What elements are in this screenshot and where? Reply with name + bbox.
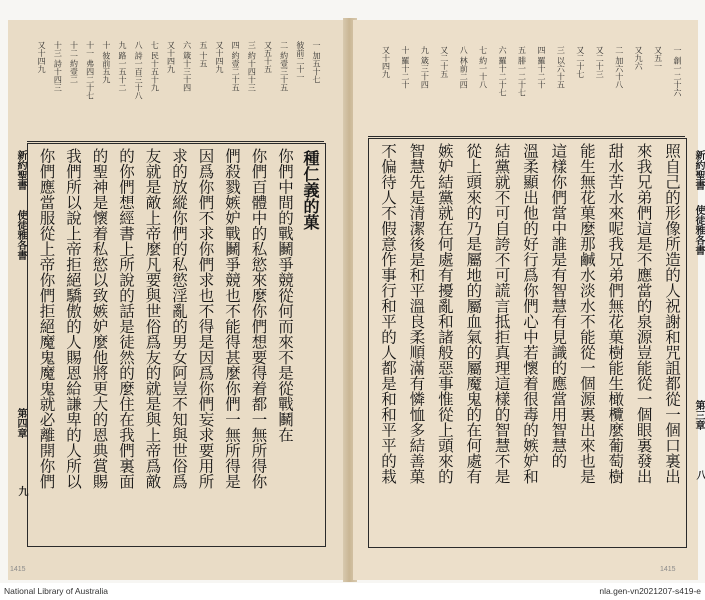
cross-reference: 二 約壹三十五	[279, 41, 289, 92]
right-chapter-label: 第三章	[693, 400, 704, 430]
footer-identifier: nla.gen-vn2021207-s419-e	[599, 586, 701, 596]
text-column: 嫉妒結黨就在何處有擾亂和諸般惡事惟從上頭來的	[435, 143, 454, 484]
text-column: 友就是敵上帝麼凡要與世俗爲友的就是與上帝爲敵	[143, 148, 162, 489]
text-column: 來我兄弟們這是不應當的泉源豈能從一個眼裏發出	[634, 143, 653, 484]
right-running-title: 新約聖書	[693, 150, 704, 190]
text-column: 你們中間的戰鬭爭競從何而來不是從戰鬭在	[276, 148, 294, 443]
cross-reference: 九 箴三十四	[420, 46, 430, 89]
text-column: 你們百體中的私慾來麼你們想要得着都一無所得你	[249, 148, 268, 489]
text-column: 甜水苦水來呢我兄弟們無花菓樹能生橄欖麼葡萄樹	[606, 143, 625, 484]
cross-reference: 一 加五十七	[312, 41, 321, 84]
cross-reference: 四 羅十二十	[536, 46, 546, 89]
cross-reference: 又十四九	[166, 41, 176, 73]
text-column: 因爲你們不求你們求也不得是因爲你們妄求要用所	[196, 148, 215, 489]
left-text-frame	[27, 143, 326, 547]
cross-reference: 十三 詩十四三	[53, 41, 63, 92]
left-folio-stamp: 1415	[10, 566, 26, 573]
left-chapter-label: 第四章	[15, 408, 26, 438]
cross-reference: 五 腓一二十七	[517, 46, 527, 97]
cross-reference: 四 約壹二十五	[231, 41, 241, 92]
text-column: 溫柔顯出他的好行爲你們心中若懷着很毒的嫉妒和	[521, 143, 539, 484]
left-running-title: 新約聖書	[15, 150, 26, 190]
text-column: 照自己的形像所造的人祝謝和咒詛都從一個口裏出	[663, 143, 681, 484]
cross-reference: 又九六	[634, 46, 644, 70]
right-text-frame	[368, 138, 687, 548]
cross-reference: 又二十七	[575, 46, 585, 78]
cross-reference: 九 路一五十二	[118, 41, 127, 92]
cross-reference: 八 詩一百三十八	[134, 41, 144, 100]
cross-reference: 又五十五	[263, 41, 273, 73]
cross-reference: 十二 約壹二	[69, 41, 79, 84]
text-column: 求的放縱你們的私慾淫亂的男女阿豈不知與世俗爲	[170, 148, 188, 489]
section-heading: 種仁義的菓	[301, 150, 320, 230]
cross-reference: 五 十五	[198, 41, 208, 68]
cross-reference: 又十四九	[37, 41, 47, 73]
text-column: 的聖神是懷着私慾以致嫉妒麼他將更大的恩典賞賜	[90, 148, 109, 489]
left-page-number: 九	[16, 486, 27, 496]
text-column: 這樣你們當中誰是有智慧有見識的應當用智慧的	[549, 143, 568, 469]
cross-reference: 又二十五	[439, 46, 449, 78]
text-column: 能生無花菓麼那鹹水淡水不能從一個源裏出來也是	[577, 143, 596, 484]
cross-reference: 十一 弗四二十七	[85, 41, 95, 100]
cross-reference: 六 箴十三十四	[182, 41, 192, 92]
cross-reference: 又十四九	[381, 46, 391, 78]
right-folio-stamp: 1415	[660, 566, 676, 573]
text-column: 從上頭來的乃是屬地的屬血氣的屬魔鬼的在何處有	[464, 143, 483, 484]
text-column: 們殺戮嫉妒戰鬭爭競也不能得甚麼你們一無所得是	[223, 148, 241, 489]
left-book-title: 使徒雅各書	[15, 210, 26, 260]
cross-reference: 又五一	[653, 46, 663, 70]
cross-reference: 又二十三	[595, 46, 605, 78]
cross-reference: 十 羅十二十	[400, 46, 410, 89]
cross-reference: 八 林前二四	[459, 46, 469, 89]
right-book-title: 使徒雅各書	[693, 205, 704, 255]
text-column: 不偏待人不假意作事行和平的人都是和和平平的栽	[379, 143, 397, 484]
cross-reference: 一 創一二十六	[673, 46, 682, 97]
cross-reference: 三 以六十五	[556, 46, 566, 89]
right-cross-references	[368, 40, 685, 137]
cross-reference: 三 約十四十三	[247, 41, 257, 92]
footer-library-name: National Library of Australia	[4, 586, 108, 596]
cross-reference: 彼前二十一	[295, 41, 305, 81]
cross-reference: 六 羅十二十七	[498, 46, 508, 97]
text-column: 你們應當服從上帝你們拒絕魔鬼魔鬼就必離開你們	[37, 148, 56, 489]
cross-reference: 又十四九	[215, 41, 224, 73]
text-column: 結黨就不可自誇不可謊言抵拒真理這樣的智慧不是	[492, 143, 511, 484]
left-cross-references	[27, 35, 324, 142]
cross-reference: 十 彼前五九	[101, 41, 111, 84]
text-column: 智慧先是清潔後是和平溫良柔順滿有憐恤多結善菓	[407, 143, 426, 484]
text-column: 的你們想經書上所說的話是徒然的麼住在我們裏面	[117, 148, 135, 489]
cross-reference: 二 加六十八	[614, 46, 624, 89]
text-column: 我們所以說上帝拒絕驕傲的人賜恩給謙卑的人所以	[64, 148, 82, 489]
footer-bar	[0, 583, 705, 600]
cross-reference: 七 民十五十九	[150, 41, 160, 92]
right-page-number: 八	[694, 470, 705, 480]
cross-reference: 七 約一十八	[478, 46, 488, 89]
